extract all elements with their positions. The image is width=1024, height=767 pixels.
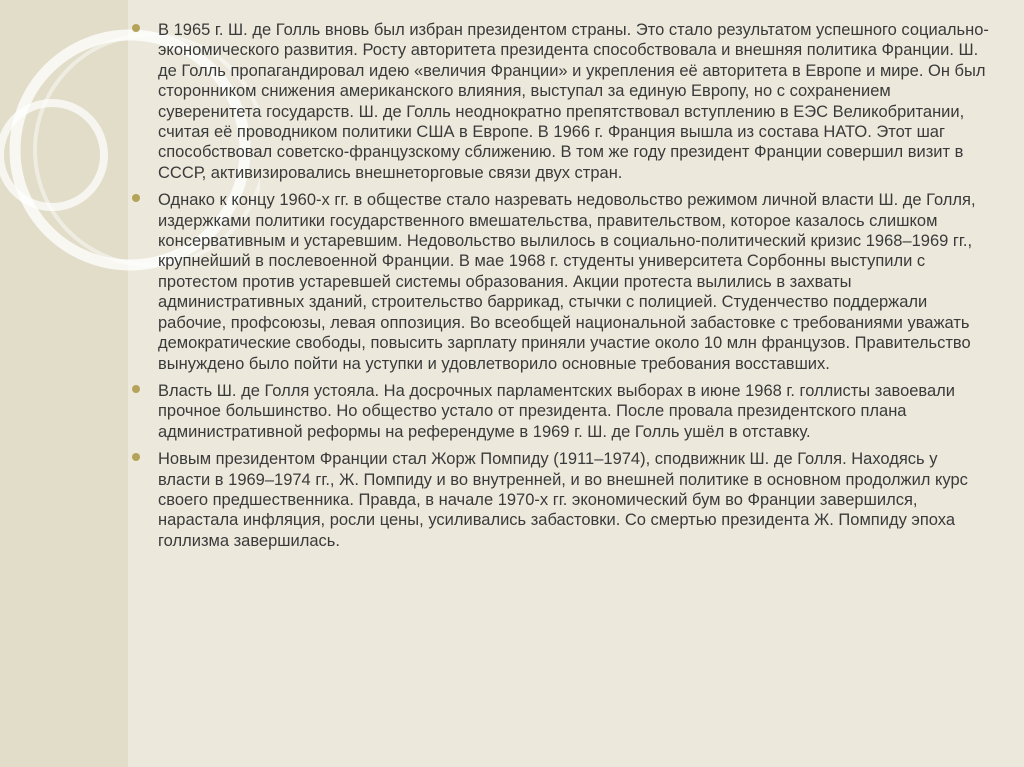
bullet-dot-icon xyxy=(132,453,140,461)
bullet-text-3: Власть Ш. де Голля устояла. На досрочных парламентских выборах в июне 1968 г. голлисты завоевали прочное большинство. Но общество устало от президента. После провала президентского плана административной реформы на референдуме в 1969 г. Ш. де Голль ушёл в отставку. xyxy=(158,381,956,441)
bullet-list xyxy=(126,20,992,551)
bullet-item-3 xyxy=(126,381,992,442)
bullet-dot-icon xyxy=(132,194,140,202)
slide-content xyxy=(126,20,992,558)
bullet-dot-icon xyxy=(132,24,140,32)
bullet-item-2 xyxy=(126,190,992,374)
bullet-text-1: В 1965 г. Ш. де Голль вновь был избран президентом страны. Это стало результатом успешного социально-экономического развития. Росту авторитета президента способствовала и внешняя политика Франции. Ш. де Голль пропагандировал идею «величия Франции» и укрепления её авторитета в Европе и мире. Он был сторонником снижения американского влияния, выступал за единую Европу, но с сохранением суверенитета государств. Ш. де Голль неоднократно препятствовал вступлению в ЕЭС Великобритании, считая её проводником политики США в Европе. В 1966 г. Франция вышла из состава НАТО. Этот шаг способствовал советско-французскому сближению. В том же году президент Франции совершил визит в СССР, активизировались внешнеторговые связи двух стран. xyxy=(158,21,989,182)
bullet-item-1 xyxy=(126,20,992,183)
bullet-item-4 xyxy=(126,449,992,551)
bullet-dot-icon xyxy=(132,385,140,393)
bullet-text-2: Однако к концу 1960-х гг. в обществе стало назревать недовольство режимом личной власти Ш. де Голля, издержками политики государственного вмешательства, правительством, которое казалось слишком консервативным и устаревшим. Недовольство вылилось в социально-политический кризис 1968–1969 гг., крупнейший в послевоенной Франции. В мае 1968 г. студенты университета Сорбонны выступили с протестом против устаревшей системы образования. Акции протеста вылились в захваты административных зданий, строительство баррикад, стычки с полицией. Студенчество поддержали рабочие, профсоюзы, левая оппозиция. Во всеобщей национальной забастовке с требованиями уважать демократические свободы, повысить зарплату приняли участие около 10 млн французов. Правительство вынуждено было пойти на уступки и удовлетворило основные требования восставших. xyxy=(158,191,976,373)
bullet-text-4: Новым президентом Франции стал Жорж Помпиду (1911–1974), сподвижник Ш. де Голля. Находясь у власти в 1969–1974 гг., Ж. Помпиду и во внутренней, и во внешней политике в основном продолжил курс своего предшественника. Правда, в начале 1970-х гг. экономический бум во Франции завершился, нарастала инфляция, росли цены, усиливались забастовки. Со смертью президента Ж. Помпиду эпоха голлизма завершилась. xyxy=(158,450,968,550)
